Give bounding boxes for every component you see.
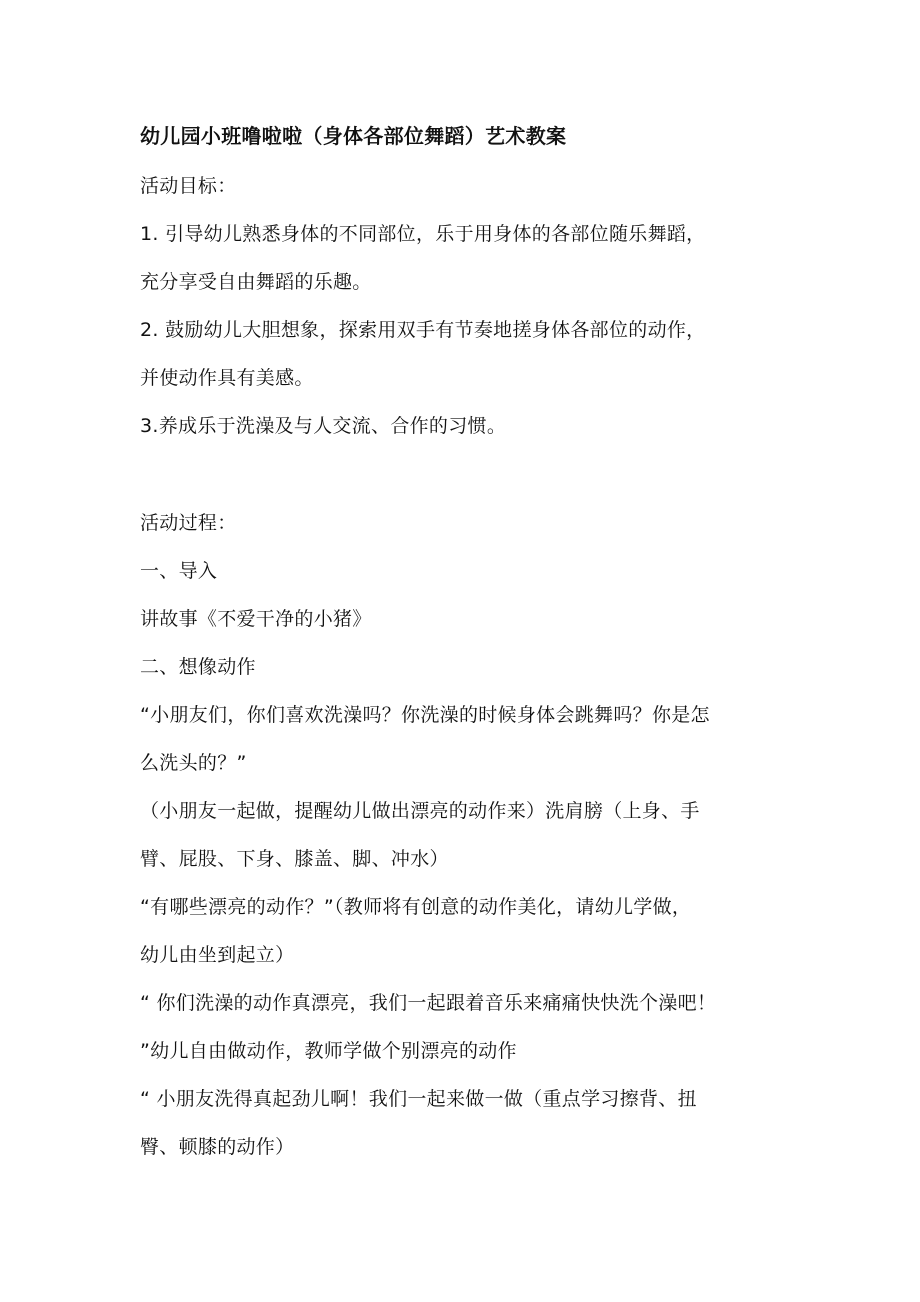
document-title: 幼儿园小班噜啦啦（身体各部位舞蹈）艺术教案 (140, 124, 567, 148)
paragraph-line: 充分享受自由舞蹈的乐趣。 (140, 271, 372, 293)
paragraph-line: 讲故事《不爱干净的小猪》 (140, 608, 372, 630)
paragraph-line: 3.养成乐于洗澡及与人交流、合作的习惯。 (140, 415, 507, 437)
paragraph-line: “小朋友们，你们喜欢洗澡吗？你洗澡的时候身体会跳舞吗？你是怎 (140, 704, 710, 726)
paragraph-line: 臀、顿膝的动作） (140, 1136, 295, 1158)
subsection-heading: 一、导入 (140, 560, 218, 582)
section-heading-goals: 活动目标： (140, 175, 237, 197)
paragraph-line: 臂、屁股、下身、膝盖、脚、冲水） (140, 848, 449, 870)
subsection-heading: 二、想像动作 (140, 656, 256, 678)
paragraph-line: “有哪些漂亮的动作？”（教师将有创意的动作美化，请幼儿学做， (140, 896, 692, 918)
paragraph-line: （小朋友一起做，提醒幼儿做出漂亮的动作来）洗肩膀（上身、手 (140, 800, 700, 822)
paragraph-line: “ 你们洗澡的动作真漂亮，我们一起跟着音乐来痛痛快快洗个澡吧！ (140, 992, 717, 1014)
paragraph-line: ”幼儿自由做动作，教师学做个别漂亮的动作 (140, 1040, 517, 1062)
paragraph-line: “ 小朋友洗得真起劲儿啊！我们一起来做一做（重点学习擦背、扭 (140, 1088, 697, 1110)
paragraph-line: 幼儿由坐到起立） (140, 944, 295, 966)
paragraph-line: 么洗头的？” (140, 752, 247, 774)
section-heading-process: 活动过程： (140, 512, 237, 534)
paragraph-line: 并使动作具有美感。 (140, 367, 314, 389)
paragraph-line: 1. 引导幼儿熟悉身体的不同部位，乐于用身体的各部位随乐舞蹈， (140, 223, 706, 245)
paragraph-line: 2. 鼓励幼儿大胆想象，探索用双手有节奏地搓身体各部位的动作， (140, 319, 706, 341)
